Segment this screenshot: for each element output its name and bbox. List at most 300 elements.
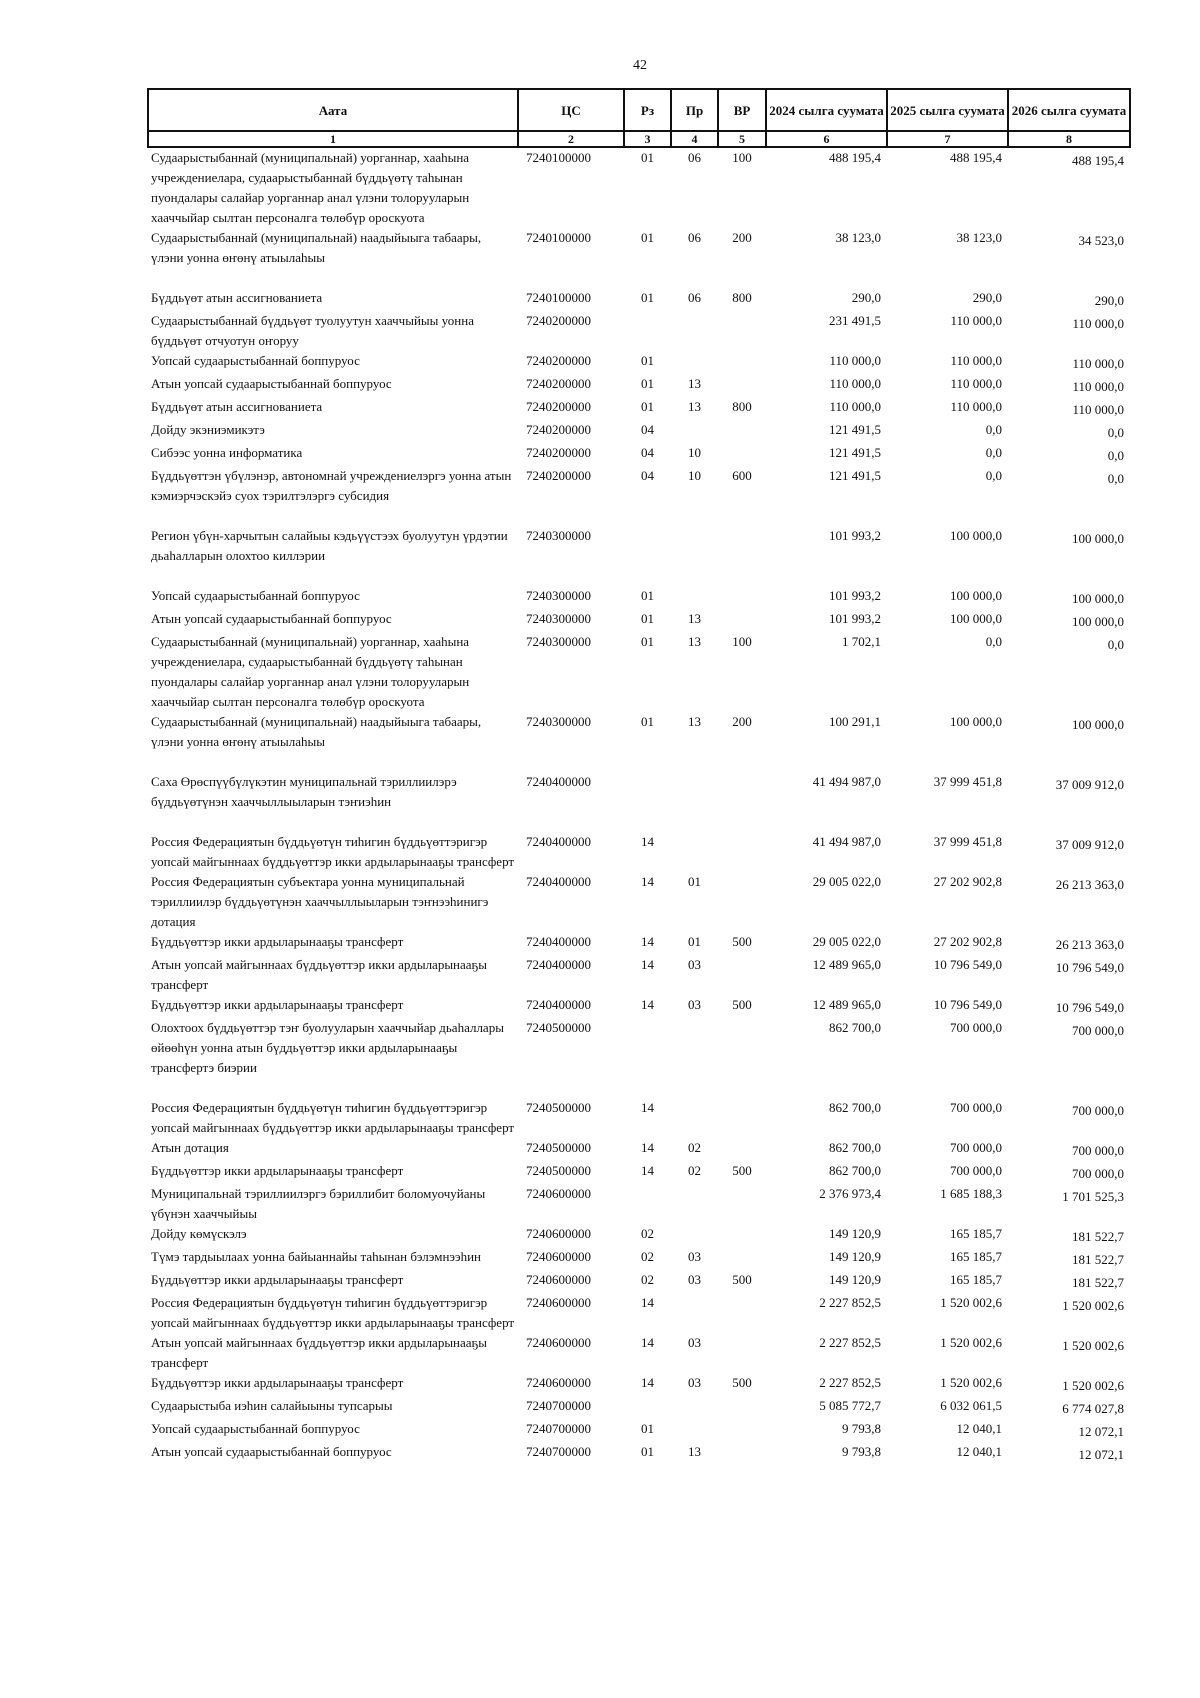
row-cs-code: 7240300000 [526,714,591,729]
table-row [148,1184,1130,1224]
row-cs-code: 7240400000 [526,957,591,972]
row-name: Атын уопсай судаарыстыбаннай боппуруос [151,376,392,391]
row-amount-2024: 149 120,9 [829,1272,881,1287]
row-amount-2026: 10 796 549,0 [1055,960,1124,975]
header-2026: 2026 сылга суумата [1008,89,1130,131]
row-pr-code: 10 [688,468,701,483]
row-amount-2025: 1 685 188,3 [940,1186,1002,1201]
row-vr-code [718,1419,766,1442]
table-row [148,712,1130,752]
row-amount-2026: 26 213 363,0 [1055,937,1124,952]
spacer-cell [148,752,1130,772]
row-pr-code [671,1018,718,1078]
row-rz-code: 01 [641,290,654,305]
row-amount-2024: 29 005 022,0 [812,874,881,889]
row-amount-2025: 12 040,1 [956,1444,1002,1459]
row-pr-code: 03 [688,1272,701,1287]
row-name: Дойду экэниэмикэтэ [151,422,265,437]
row-amount-2024: 121 491,5 [829,468,881,483]
row-vr-code: 200 [732,714,752,729]
spacer-row [148,812,1130,832]
row-name: Бүддьүөт атын ассигнованиета [151,399,323,414]
row-amount-2024: 121 491,5 [829,445,881,460]
row-pr-code: 02 [688,1163,701,1178]
row-vr-code [718,311,766,351]
row-amount-2024: 2 227 852,5 [819,1375,881,1390]
row-name: Регион үбүн-харчытын салайыы кэдьүүстээх буолуутун үрдэтии дьаһалларын олохтоо киллэрии [151,528,508,563]
table-row [148,351,1130,374]
row-name: Уопсай судаарыстыбаннай боппуруос [151,353,360,368]
row-cs-code: 7240200000 [526,445,591,460]
row-amount-2024: 2 376 973,4 [819,1186,881,1201]
row-amount-2026: 0,0 [1107,471,1124,486]
row-rz-code: 14 [641,834,654,849]
row-amount-2026: 100 000,0 [1072,717,1124,732]
row-vr-code: 500 [732,1163,752,1178]
row-name: Судаарыстыба иэһин салайыыны тупсарыы [151,1398,393,1413]
table-row [148,995,1130,1018]
row-name: Бүддьүөттэр икки ардыларынааҕы трансферт [151,1163,404,1178]
table-header [148,89,1130,147]
row-amount-2024: 2 227 852,5 [819,1335,881,1350]
row-amount-2024: 121 491,5 [829,422,881,437]
row-vr-code [718,351,766,374]
row-vr-code [718,872,766,932]
row-amount-2024: 231 491,5 [829,313,881,328]
row-amount-2026: 700 000,0 [1072,1166,1124,1181]
row-amount-2026: 700 000,0 [1072,1103,1124,1118]
row-rz-code: 01 [641,634,654,649]
row-cs-code: 7240600000 [526,1272,591,1287]
row-name: Россия Федерациятын бүддьүөтүн тиһигин бүддьүөттэригэр уопсай майгыннаах бүддьүөттэр икки ардыларынааҕы трансферт [151,1295,515,1330]
header-row [148,89,1130,131]
table-row [148,397,1130,420]
row-amount-2026: 100 000,0 [1072,591,1124,606]
row-cs-code: 7240200000 [526,353,591,368]
row-amount-2025: 27 202 902,8 [933,934,1002,949]
row-rz-code: 01 [641,1421,654,1436]
spacer-cell [148,1078,1130,1098]
table-row [148,443,1130,466]
row-name: Атын уопсай судаарыстыбаннай боппуруос [151,1444,392,1459]
row-amount-2026: 1 520 002,6 [1062,1338,1124,1353]
row-rz-code: 14 [641,997,654,1012]
row-amount-2026: 181 522,7 [1072,1229,1124,1244]
row-cs-code: 7240200000 [526,399,591,414]
table-row [148,228,1130,268]
table-row [148,955,1130,995]
row-rz-code: 01 [641,588,654,603]
row-pr-code: 02 [688,1140,701,1155]
row-amount-2024: 862 700,0 [829,1020,881,1035]
row-amount-2025: 700 000,0 [950,1163,1002,1178]
header-vr: ВР [718,89,766,131]
column-number: 1 [148,131,518,147]
row-amount-2024: 9 793,8 [842,1421,881,1436]
spacer-row [148,752,1130,772]
row-pr-code: 13 [688,634,701,649]
row-amount-2025: 100 000,0 [950,588,1002,603]
row-vr-code: 600 [732,468,752,483]
row-vr-code: 500 [732,1375,752,1390]
header-2025: 2025 сылга суумата [887,89,1008,131]
spacer-cell [148,506,1130,526]
row-rz-code: 01 [641,399,654,414]
table-row [148,932,1130,955]
header-cs: ЦС [518,89,624,131]
row-name: Дойду көмүскэлэ [151,1226,247,1241]
row-amount-2025: 110 000,0 [950,376,1002,391]
row-vr-code: 800 [732,290,752,305]
row-pr-code [671,351,718,374]
row-amount-2024: 100 291,1 [829,714,881,729]
spacer-row [148,268,1130,288]
row-amount-2026: 700 000,0 [1072,1143,1124,1158]
table-row [148,147,1130,228]
table-row [148,609,1130,632]
table-row [148,1138,1130,1161]
row-rz-code [624,772,671,812]
row-amount-2026: 34 523,0 [1078,233,1124,248]
row-pr-code [671,526,718,566]
row-amount-2025: 110 000,0 [950,353,1002,368]
row-amount-2026: 700 000,0 [1072,1023,1124,1038]
row-amount-2024: 488 195,4 [829,150,881,165]
row-rz-code: 02 [641,1226,654,1241]
row-cs-code: 7240500000 [526,1020,591,1035]
row-amount-2025: 165 185,7 [950,1226,1002,1241]
row-rz-code: 01 [641,1444,654,1459]
row-cs-code: 7240200000 [526,468,591,483]
row-pr-code [671,420,718,443]
table-row [148,1442,1130,1465]
row-name: Уопсай судаарыстыбаннай боппуруос [151,1421,360,1436]
row-name: Бүддьүөттэр икки ардыларынааҕы трансферт [151,997,404,1012]
row-amount-2025: 700 000,0 [950,1140,1002,1155]
row-amount-2025: 38 123,0 [956,230,1002,245]
row-amount-2024: 41 494 987,0 [812,774,881,789]
row-cs-code: 7240300000 [526,528,591,543]
row-rz-code: 04 [641,468,654,483]
row-cs-code: 7240400000 [526,997,591,1012]
row-amount-2024: 110 000,0 [829,353,881,368]
column-number: 2 [518,131,624,147]
row-amount-2025: 0,0 [985,422,1002,437]
row-name: Сибээс уонна информатика [151,445,303,460]
row-cs-code: 7240400000 [526,874,591,889]
row-vr-code: 500 [732,1272,752,1287]
row-amount-2024: 101 993,2 [829,528,881,543]
row-amount-2024: 149 120,9 [829,1249,881,1264]
row-amount-2026: 488 195,4 [1072,153,1124,168]
row-rz-code: 14 [641,957,654,972]
row-name: Олохтоох бүддьүөттэр тэҥ буолууларын хааччыйар дьаһаллары өйөөһүн уонна атын бүддьүөттэр икки ардыларынааҕы трансфертэ биэрии [151,1020,504,1075]
row-name: Бүддьүөттэр икки ардыларынааҕы трансферт [151,1375,404,1390]
row-name: Атын уопсай судаарыстыбаннай боппуруос [151,611,392,626]
table-row [148,1247,1130,1270]
row-amount-2025: 12 040,1 [956,1421,1002,1436]
row-amount-2026: 181 522,7 [1072,1252,1124,1267]
row-rz-code: 14 [641,874,654,889]
row-amount-2026: 26 213 363,0 [1055,877,1124,892]
row-cs-code: 7240600000 [526,1226,591,1241]
row-name: Судаарыстыбаннай (муниципальнай) уорганнар, хааһына учреждениелара, судаарыстыбаннай бүддьүөтү таһынан пуондалары салайар уорганнар анал үлэни толорууларын хааччыйар сылтан персоналга төлөбүр ороскуота [151,150,470,225]
table-row [148,872,1130,932]
row-vr-code [718,1098,766,1138]
row-cs-code: 7240200000 [526,313,591,328]
row-name: Бүддьүөттэр икки ардыларынааҕы трансферт [151,934,404,949]
column-number: 6 [766,131,887,147]
row-amount-2025: 1 520 002,6 [940,1295,1002,1310]
row-amount-2026: 100 000,0 [1072,614,1124,629]
row-cs-code: 7240400000 [526,774,591,789]
table-row [148,526,1130,566]
row-amount-2024: 101 993,2 [829,588,881,603]
row-pr-code: 01 [688,874,701,889]
row-name: Муниципальнай тэриллиилэргэ бэриллибит боломуочуйаны үбүнэн хааччыйыы [151,1186,486,1221]
row-cs-code: 7240600000 [526,1186,591,1201]
row-name: Судаарыстыбаннай (муниципальнай) наадыйыыга табаары, үлэни уонна өҥөнү атыылаһыы [151,714,482,749]
row-name: Россия Федерациятын бүддьүөтүн тиһигин бүддьүөттэригэр уопсай майгыннаах бүддьүөттэр икки ардыларынааҕы трансферт [151,1100,515,1135]
spacer-cell [148,566,1130,586]
row-pr-code [671,586,718,609]
row-amount-2026: 0,0 [1107,425,1124,440]
row-amount-2025: 488 195,4 [950,150,1002,165]
table-row [148,420,1130,443]
row-pr-code [671,832,718,872]
row-vr-code [718,1018,766,1078]
row-rz-code: 02 [641,1249,654,1264]
table-row [148,1333,1130,1373]
header-rz: Рз [624,89,671,131]
row-pr-code: 03 [688,997,701,1012]
row-amount-2025: 700 000,0 [950,1100,1002,1115]
row-rz-code: 04 [641,422,654,437]
row-amount-2026: 110 000,0 [1072,402,1124,417]
row-pr-code: 06 [688,230,701,245]
row-amount-2025: 110 000,0 [950,313,1002,328]
page-number: 42 [633,58,647,73]
row-amount-2026: 10 796 549,0 [1055,1000,1124,1015]
row-pr-code: 13 [688,399,701,414]
table-row [148,586,1130,609]
row-cs-code: 7240300000 [526,588,591,603]
row-pr-code: 10 [688,445,701,460]
row-amount-2025: 10 796 549,0 [933,997,1002,1012]
row-vr-code: 100 [732,634,752,649]
row-amount-2025: 0,0 [985,468,1002,483]
row-rz-code: 01 [641,376,654,391]
row-amount-2024: 862 700,0 [829,1140,881,1155]
row-pr-code [671,1293,718,1333]
header-pr: Пр [671,89,718,131]
row-amount-2024: 149 120,9 [829,1226,881,1241]
spacer-cell [148,812,1130,832]
row-cs-code: 7240600000 [526,1375,591,1390]
row-amount-2026: 1 520 002,6 [1062,1298,1124,1313]
row-rz-code: 14 [641,1163,654,1178]
header-aata: Аата [148,89,518,131]
row-amount-2025: 0,0 [985,445,1002,460]
row-vr-code [718,420,766,443]
row-pr-code: 06 [688,290,701,305]
row-pr-code: 01 [688,934,701,949]
row-rz-code [624,1184,671,1224]
row-vr-code [718,1224,766,1247]
row-cs-code: 7240100000 [526,150,591,165]
row-amount-2024: 110 000,0 [829,376,881,391]
row-cs-code: 7240500000 [526,1140,591,1155]
row-amount-2025: 6 032 061,5 [940,1398,1002,1413]
row-amount-2024: 290,0 [851,290,881,305]
column-number: 3 [624,131,671,147]
row-amount-2025: 290,0 [972,290,1002,305]
row-amount-2026: 181 522,7 [1072,1275,1124,1290]
row-cs-code: 7240500000 [526,1100,591,1115]
row-amount-2026: 1 520 002,6 [1062,1378,1124,1393]
row-cs-code: 7240400000 [526,934,591,949]
row-rz-code: 14 [641,1375,654,1390]
table-row [148,1293,1130,1333]
row-amount-2026: 37 009 912,0 [1055,777,1124,792]
row-cs-code: 7240300000 [526,611,591,626]
spacer-cell [148,268,1130,288]
row-amount-2025: 165 185,7 [950,1272,1002,1287]
row-amount-2026: 6 774 027,8 [1062,1401,1124,1416]
table-row [148,1018,1130,1078]
row-amount-2024: 5 085 772,7 [819,1398,881,1413]
row-vr-code [718,1293,766,1333]
column-number-row [148,131,1130,147]
table-row [148,1161,1130,1184]
row-pr-code: 13 [688,376,701,391]
table-row [148,832,1130,872]
row-vr-code [718,955,766,995]
row-pr-code [671,1224,718,1247]
row-vr-code: 200 [732,230,752,245]
row-rz-code: 01 [641,230,654,245]
row-rz-code: 14 [641,1295,654,1310]
table-row [148,1419,1130,1442]
row-rz-code: 14 [641,934,654,949]
spacer-row [148,506,1130,526]
row-amount-2025: 700 000,0 [950,1020,1002,1035]
column-number: 5 [718,131,766,147]
row-amount-2025: 1 520 002,6 [940,1375,1002,1390]
row-vr-code: 800 [732,399,752,414]
row-pr-code [671,1419,718,1442]
row-pr-code: 03 [688,1249,701,1264]
spacer-row [148,1078,1130,1098]
row-pr-code: 13 [688,1444,701,1459]
row-pr-code: 13 [688,611,701,626]
row-cs-code: 7240100000 [526,290,591,305]
budget-table [147,88,1131,1465]
row-amount-2025: 0,0 [985,634,1002,649]
row-cs-code: 7240200000 [526,422,591,437]
row-amount-2025: 37 999 451,8 [933,774,1002,789]
row-pr-code: 03 [688,1335,701,1350]
row-amount-2024: 12 489 965,0 [812,957,881,972]
row-amount-2025: 10 796 549,0 [933,957,1002,972]
row-amount-2026: 110 000,0 [1072,379,1124,394]
row-amount-2025: 110 000,0 [950,399,1002,414]
row-amount-2025: 100 000,0 [950,611,1002,626]
header-2024: 2024 сылга суумата [766,89,887,131]
row-name: Судаарыстыбаннай (муниципальнай) наадыйыыга табаары, үлэни уонна өҥөнү атыылаһыы [151,230,482,265]
row-rz-code [624,1018,671,1078]
row-rz-code [624,311,671,351]
row-cs-code: 7240400000 [526,834,591,849]
row-pr-code [671,1184,718,1224]
row-vr-code [718,1333,766,1373]
row-vr-code: 100 [732,150,752,165]
row-cs-code: 7240700000 [526,1398,591,1413]
row-vr-code [718,1184,766,1224]
row-amount-2025: 165 185,7 [950,1249,1002,1264]
row-vr-code: 500 [732,934,752,949]
column-number: 4 [671,131,718,147]
row-name: Атын дотация [151,1140,229,1155]
row-name: Судаарыстыбаннай бүддьүөт туолуутун хааччыйыы уонна бүддьүөт отчуотун оҥоруу [151,313,474,348]
row-amount-2026: 1 701 525,3 [1062,1189,1124,1204]
row-rz-code: 01 [641,611,654,626]
row-amount-2024: 9 793,8 [842,1444,881,1459]
row-pr-code [671,311,718,351]
row-amount-2026: 12 072,1 [1078,1447,1124,1462]
row-name: Атын уопсай майгыннаах бүддьүөттэр икки ардыларынааҕы трансферт [151,1335,487,1370]
row-vr-code [718,586,766,609]
row-rz-code [624,526,671,566]
row-amount-2025: 1 520 002,6 [940,1335,1002,1350]
row-amount-2025: 100 000,0 [950,714,1002,729]
table-row [148,772,1130,812]
row-amount-2024: 38 123,0 [835,230,881,245]
row-name: Саха Өрөспүүбүлүкэтин муниципальнай тэриллиилэрэ бүддьүөтүнэн хааччыллыыларын тэҥиэһин [151,774,457,809]
table-body [148,147,1130,1465]
row-pr-code [671,1396,718,1419]
row-rz-code: 01 [641,714,654,729]
row-rz-code: 14 [641,1100,654,1115]
row-amount-2024: 41 494 987,0 [812,834,881,849]
row-amount-2024: 110 000,0 [829,399,881,414]
row-name: Россия Федерациятын субъектара уонна муниципальнай тэриллиилэр бүддьүөтүнэн хааччыллыыларын тэҥнээһинигэ дотация [151,874,489,929]
row-vr-code [718,374,766,397]
row-cs-code: 7240700000 [526,1444,591,1459]
row-amount-2026: 100 000,0 [1072,531,1124,546]
row-cs-code: 7240600000 [526,1335,591,1350]
table-row [148,1270,1130,1293]
row-amount-2024: 1 702,1 [842,634,881,649]
row-amount-2026: 0,0 [1107,637,1124,652]
table-row [148,288,1130,311]
row-amount-2025: 27 202 902,8 [933,874,1002,889]
row-pr-code: 13 [688,714,701,729]
row-rz-code: 14 [641,1140,654,1155]
row-vr-code: 500 [732,997,752,1012]
table-row [148,466,1130,506]
row-name: Атын уопсай майгыннаах бүддьүөттэр икки ардыларынааҕы трансферт [151,957,487,992]
row-rz-code: 14 [641,1335,654,1350]
row-cs-code: 7240700000 [526,1421,591,1436]
row-rz-code: 01 [641,150,654,165]
row-pr-code: 06 [688,150,701,165]
row-name: Бүддьүөттэн үбүлэнэр, автономнай учреждениелэргэ уонна атын кэмиэрчэскэйэ суох тэрилтэлэргэ субсидия [151,468,512,503]
row-name: Бүддьүөт атын ассигнованиета [151,290,323,305]
row-cs-code: 7240600000 [526,1249,591,1264]
row-rz-code: 01 [641,353,654,368]
row-rz-code [624,1396,671,1419]
